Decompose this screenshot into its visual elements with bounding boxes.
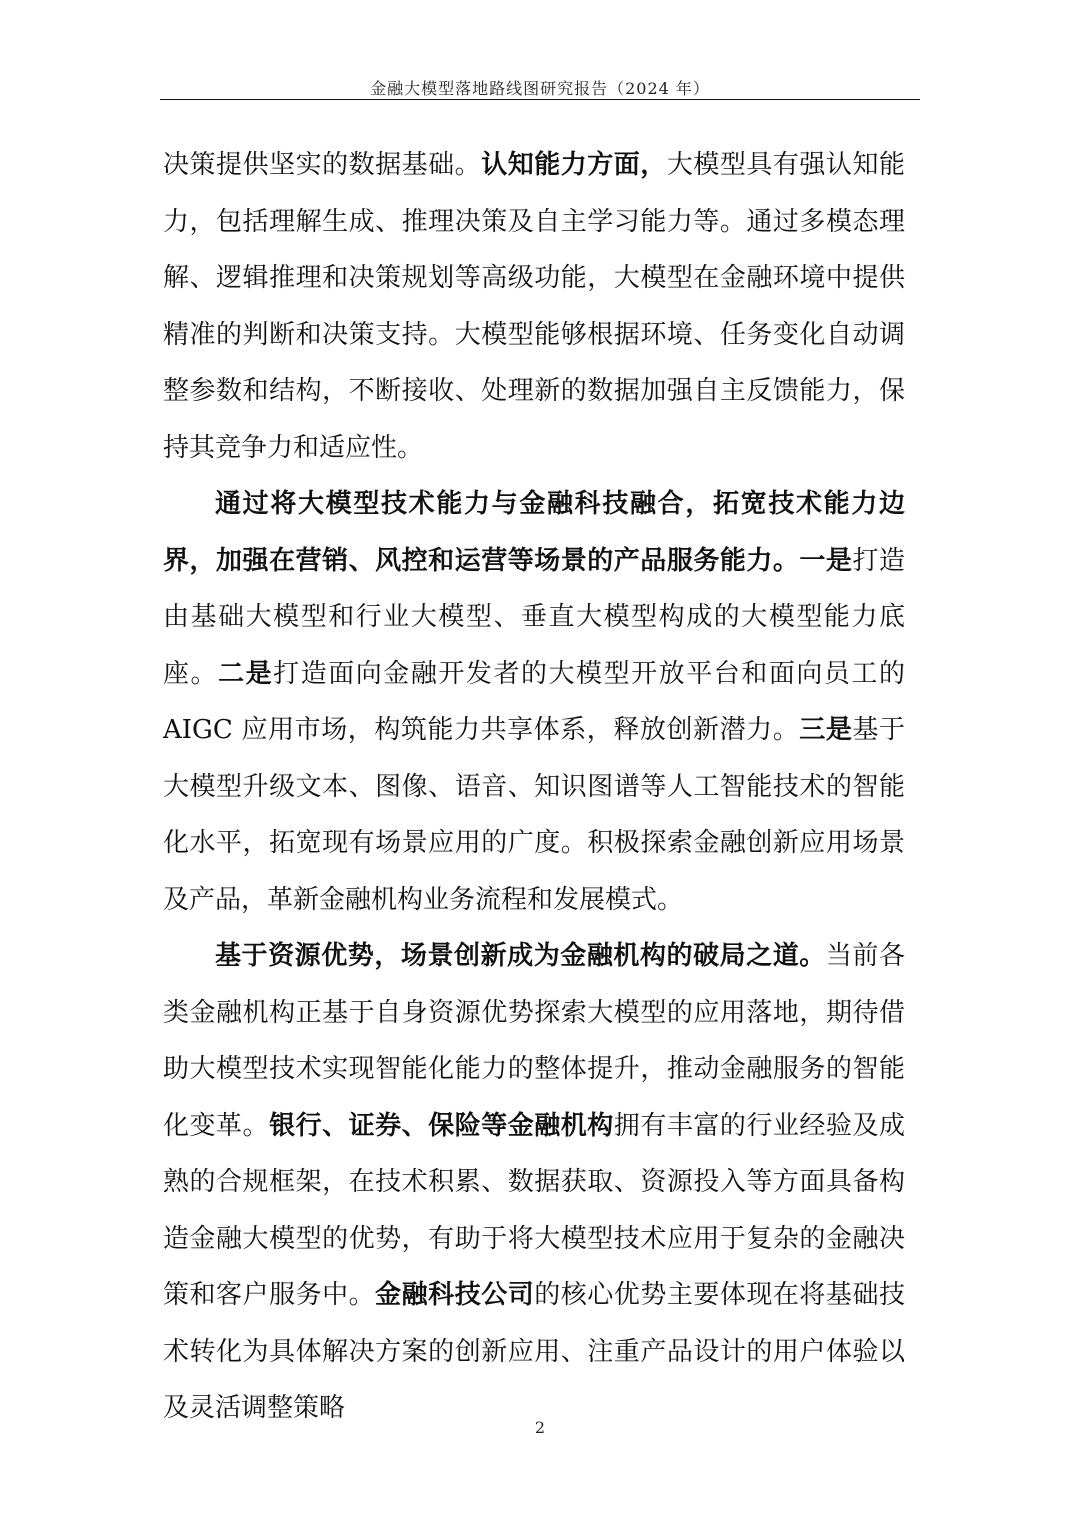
bold-keyword: 认知能力方面， bbox=[481, 150, 667, 180]
text-segment: 大模型具有强认知能力，包括理解生成、推理决策及自主学习能力等。通过多模态理解、逻辑推理和决策规划等高级功能，大模型在金融环境中提供精准的判断和决策支持。大模型能够根据环境、任务变化自动调整参数和结构，不断接收、处理新的数据加强自主反馈能力，保持其竞争力和适应性。 bbox=[163, 150, 905, 463]
text-segment: 拥有丰富的行业经验及成熟的合规框架，在技术积累、数据获取、资源投入等方面具备构造金融大模型的优势，有助于将大模型技术应用于复杂的金融决策和客户服务中。 bbox=[163, 1110, 905, 1310]
text-segment: 的核心优势主要体现在将基础技术转化为具体解决方案的创新应用、注重产品设计的用户体验以及灵活调整策略 bbox=[163, 1280, 905, 1423]
text-segment: 决策提供坚实的数据基础。 bbox=[163, 150, 482, 180]
paragraph bbox=[163, 137, 905, 476]
bold-keyword: 三是 bbox=[799, 715, 853, 745]
document-body bbox=[163, 137, 905, 1437]
bold-keyword: 银行、证券、保险等金融机构 bbox=[269, 1110, 614, 1141]
paragraph bbox=[163, 928, 905, 1437]
bold-keyword: 通过将大模型技术能力与金融科技融合，拓宽技术能力边界，加强在营销、风控和运营等场景的产品服务能力。 bbox=[163, 489, 905, 576]
text-segment: 打造面向金融开发者的大模型开放平台和面向员工的 AIGC 应用市场，构筑能力共享体系，释放创新潜力。 bbox=[163, 658, 905, 745]
header-divider bbox=[160, 99, 920, 100]
bold-keyword: 基于资源优势，场景创新成为金融机构的破局之道。 bbox=[215, 941, 826, 971]
bold-keyword: 一是 bbox=[799, 545, 853, 576]
text-segment: 基于大模型升级文本、图像、语音、知识图谱等人工智能技术的智能化水平，拓宽现有场景应用的广度。积极探索金融创新应用场景及产品，革新金融机构业务流程和发展模式。 bbox=[163, 715, 905, 915]
text-segment: 当前各类金融机构正基于自身资源优势探索大模型的应用落地，期待借助大模型技术实现智能化能力的整体提升，推动金融服务的智能化变革。 bbox=[163, 941, 905, 1141]
page-header-title: 金融大模型落地路线图研究报告（2024 年） bbox=[370, 79, 710, 98]
paragraph bbox=[163, 476, 905, 928]
bold-keyword: 金融科技公司 bbox=[375, 1280, 535, 1310]
text-segment: 打造由基础大模型和行业大模型、垂直大模型构成的大模型能力底座。 bbox=[163, 545, 905, 689]
bold-keyword: 二是 bbox=[218, 658, 274, 689]
page-number: 2 bbox=[534, 1418, 546, 1437]
